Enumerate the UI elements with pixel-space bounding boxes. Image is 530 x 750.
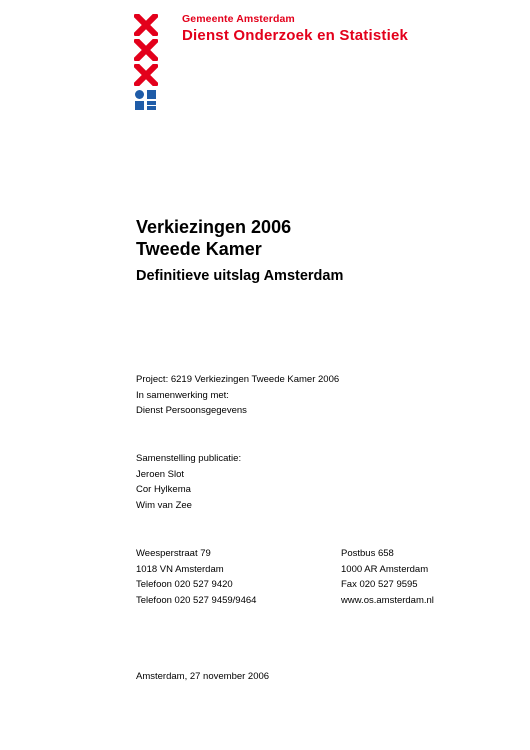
title-line2: Tweede Kamer <box>136 239 262 259</box>
publication-date: Amsterdam, 27 november 2006 <box>136 671 270 682</box>
compilation-heading: Samenstelling publicatie: <box>136 453 242 464</box>
phone-number: Telefoon 020 527 9420 <box>136 579 233 590</box>
postal-city: 1018 VN Amsterdam <box>136 563 224 575</box>
street-address: Weesperstraat 79 <box>136 548 211 559</box>
project-line: Project: 6219 Verkiezingen Tweede Kamer 2006 <box>136 374 340 385</box>
cross-icon <box>134 14 158 36</box>
municipality-name: Gemeente Amsterdam <box>182 13 295 25</box>
fax-number: Fax 020 527 9595 <box>341 579 418 590</box>
os-logo-icon <box>134 89 158 111</box>
cross-icon <box>134 39 158 61</box>
title-block <box>136 216 343 284</box>
author-name: Cor Hylkema <box>136 484 191 495</box>
visiting-address <box>136 546 256 608</box>
title-line1: Verkiezingen 2006 <box>136 217 292 237</box>
amsterdam-logo <box>134 14 160 111</box>
organization-header <box>182 13 408 44</box>
collaboration-line: In samenwerking met: <box>136 389 229 401</box>
postal-city: 1000 AR Amsterdam <box>341 563 429 575</box>
compilation-info <box>136 451 241 513</box>
phone-number: Telefoon 020 527 9459/9464 <box>136 594 257 606</box>
project-info <box>136 372 339 419</box>
website-link[interactable]: www.os.amsterdam.nl <box>341 594 434 606</box>
author-name: Wim van Zee <box>136 499 192 511</box>
department-name: Dienst Onderzoek en Statistiek <box>182 27 409 44</box>
subtitle: Definitieve uitslag Amsterdam <box>136 268 344 284</box>
postal-address <box>341 546 434 608</box>
cross-icon <box>134 64 158 86</box>
po-box: Postbus 658 <box>341 548 394 559</box>
partner-line: Dienst Persoonsgegevens <box>136 405 247 416</box>
author-name: Jeroen Slot <box>136 468 185 480</box>
